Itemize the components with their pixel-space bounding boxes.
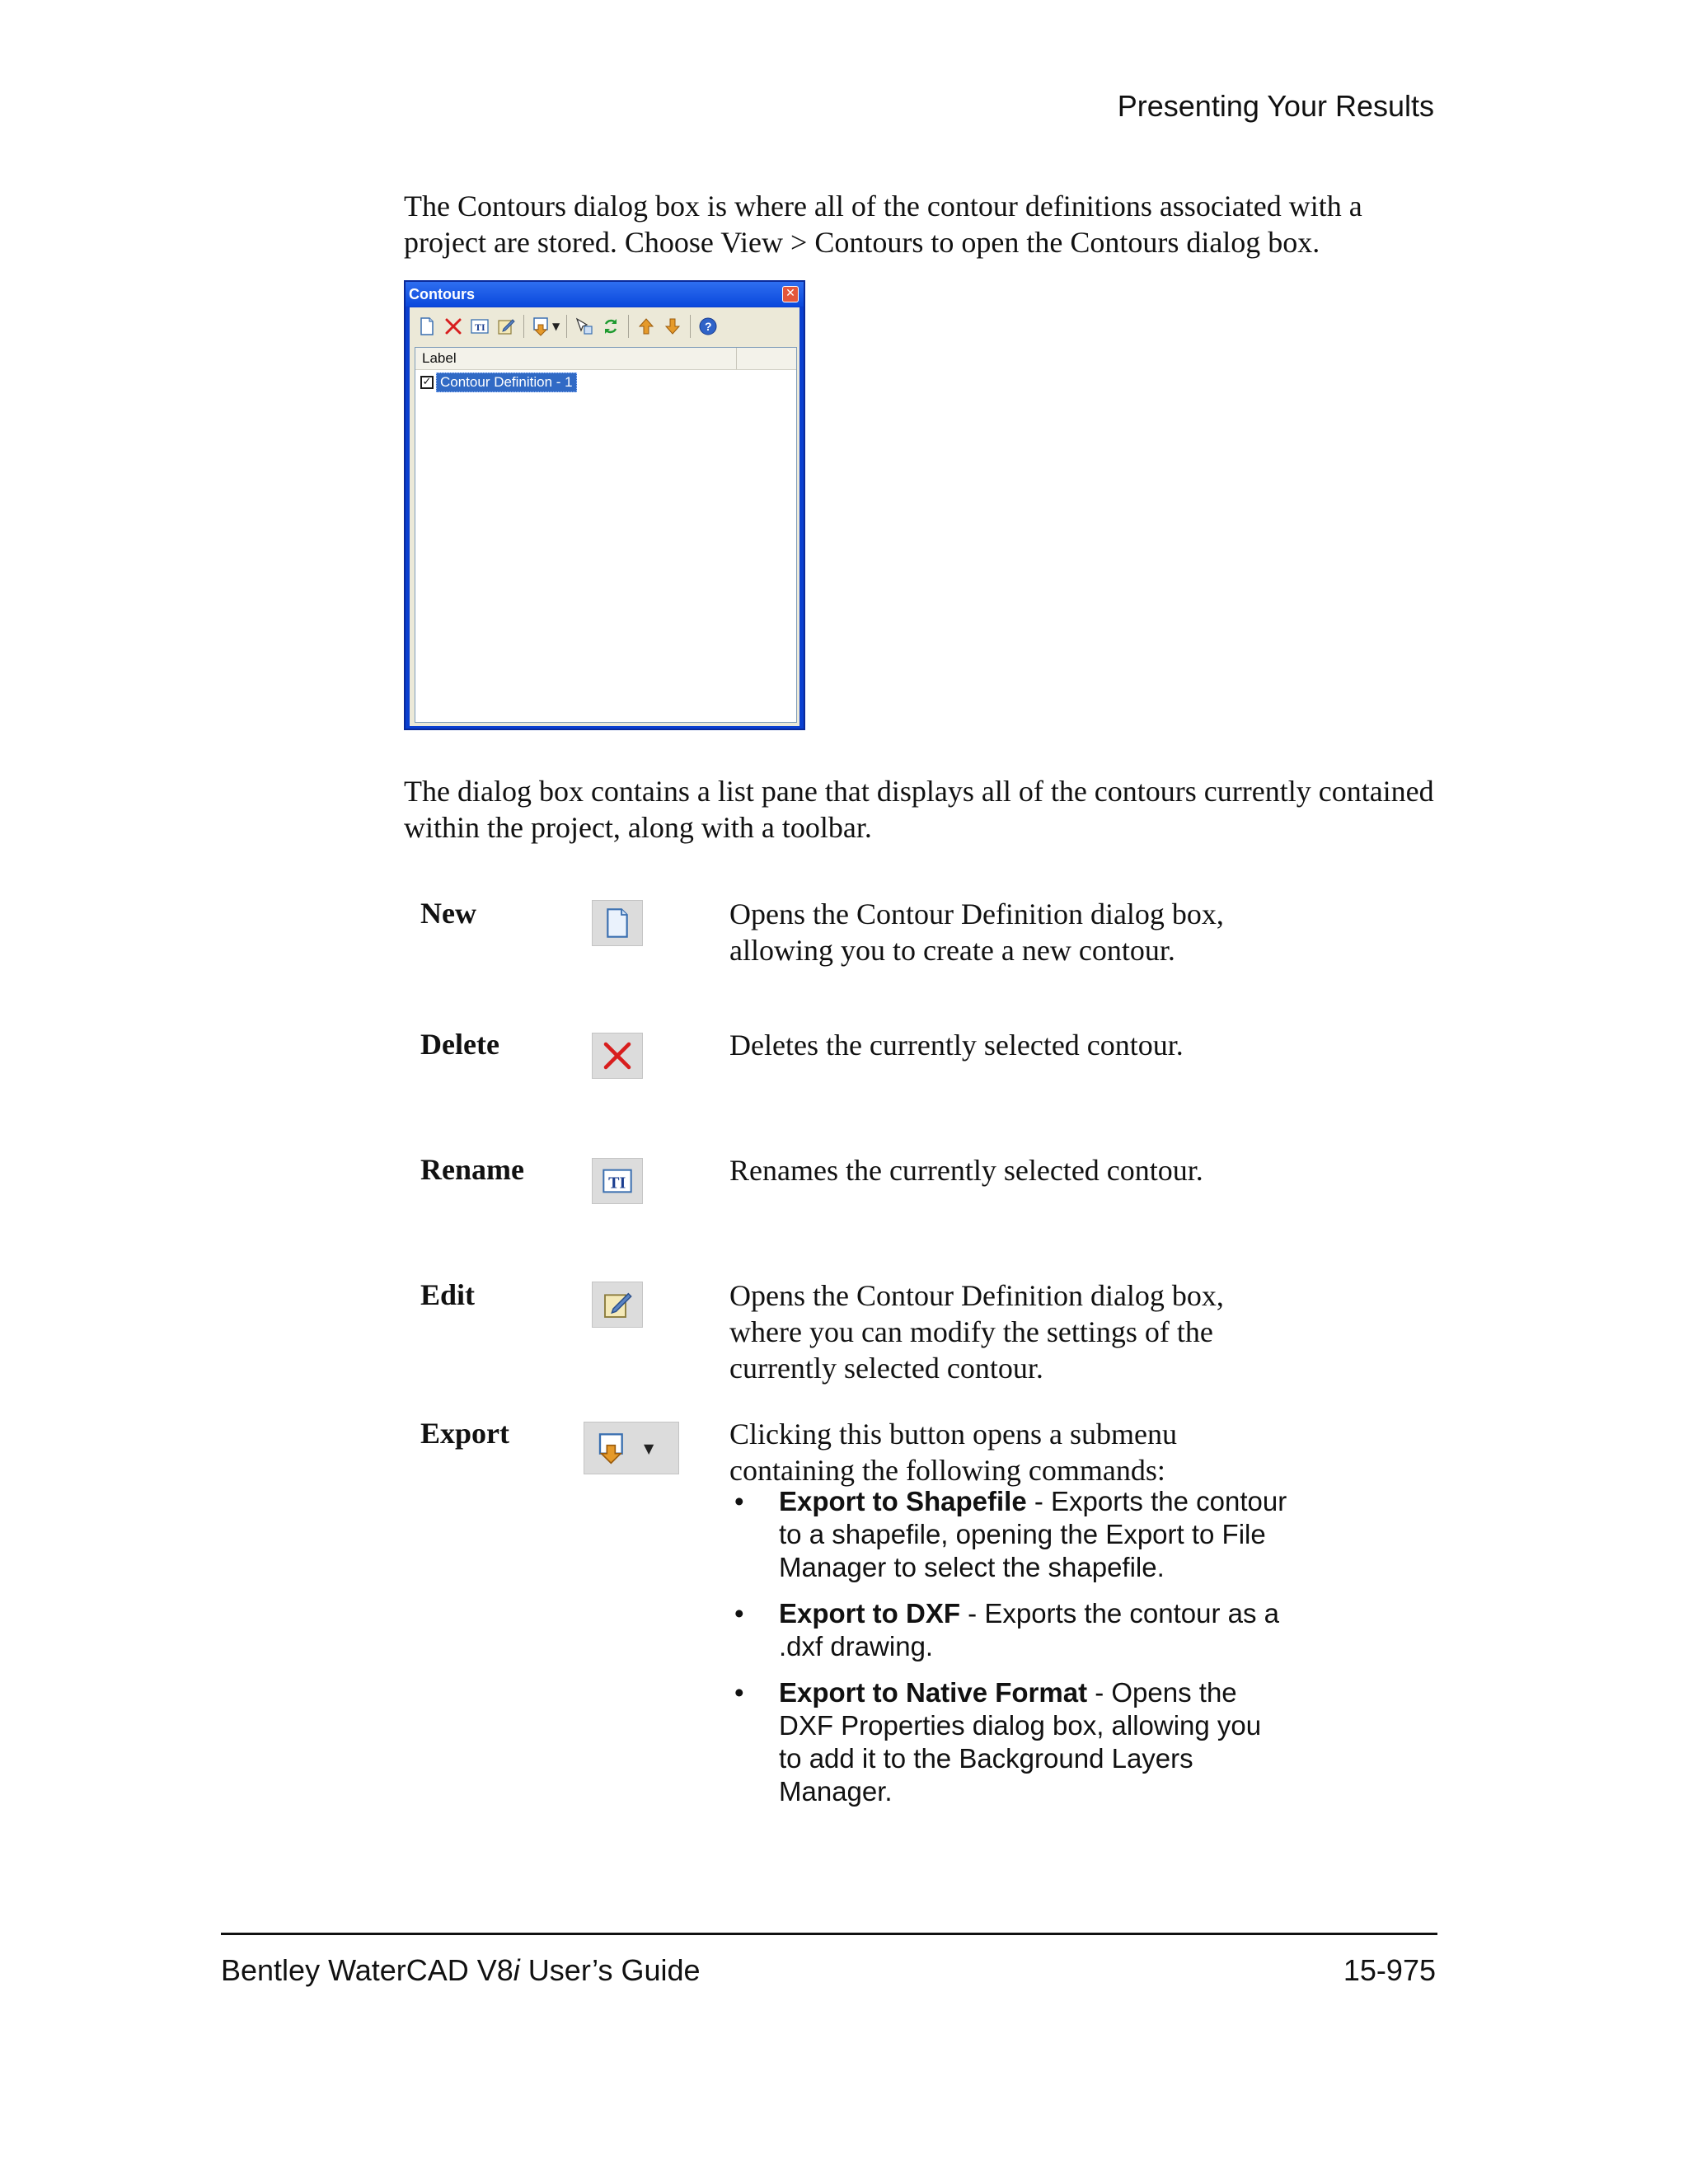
new-icon-box <box>592 900 643 946</box>
column-header-label[interactable]: Label <box>415 348 737 369</box>
command-name-new: New <box>420 897 476 930</box>
dialog-toolbar <box>410 307 799 345</box>
contours-dialog <box>404 280 805 730</box>
bullet-glyph: • <box>734 1486 744 1516</box>
description-paragraph <box>404 773 1451 846</box>
intro-line-2: project are stored. Choose View > Contours to open the Contours dialog box. <box>404 226 1320 259</box>
move-down-button[interactable] <box>662 316 683 337</box>
move-down-icon <box>663 316 682 336</box>
list-item <box>729 1676 1290 1808</box>
refresh-icon <box>601 316 621 336</box>
delete-icon <box>600 1038 635 1073</box>
rename-icon <box>601 1165 634 1197</box>
list-item <box>729 1597 1290 1663</box>
dialog-body <box>410 307 799 726</box>
toolbar-separator <box>628 315 629 338</box>
desc-line: Opens the Contour Definition dialog box, <box>729 1279 1224 1312</box>
desc-line: where you can modify the settings of the <box>729 1315 1213 1348</box>
new-icon <box>601 907 634 940</box>
svg-text:TI: TI <box>608 1174 626 1193</box>
footer-rule <box>221 1933 1437 1935</box>
description-line-1: The dialog box contains a list pane that displays all of the contours currently contained <box>404 775 1434 808</box>
intro-line-1: The Contours dialog box is where all of the contour definitions associated with a <box>404 190 1362 223</box>
export-submenu-list <box>729 1485 1290 1821</box>
select-in-drawing-icon <box>574 316 594 336</box>
export-button[interactable] <box>531 316 552 337</box>
list-header <box>415 348 796 370</box>
command-desc-edit <box>729 1277 1290 1386</box>
rename-button[interactable] <box>469 316 490 337</box>
guide-italic: i <box>513 1953 520 1987</box>
contour-list-pane[interactable] <box>415 347 797 723</box>
export-icon <box>596 1432 629 1465</box>
command-desc-delete <box>729 1027 1290 1063</box>
refresh-button[interactable] <box>600 316 621 337</box>
bullet-glyph: • <box>734 1677 744 1708</box>
toolbar-separator <box>690 315 691 338</box>
command-desc-new <box>729 896 1290 968</box>
chevron-down-icon: ▼ <box>644 1440 654 1456</box>
delete-button[interactable] <box>443 316 464 337</box>
bullet-title: Export to Shapefile <box>779 1486 1027 1516</box>
rename-icon-box <box>592 1158 643 1204</box>
move-up-icon <box>636 316 656 336</box>
desc-line: Opens the Contour Definition dialog box, <box>729 898 1224 930</box>
running-header: Presenting Your Results <box>1117 89 1434 123</box>
bullet-title: Export to DXF <box>779 1598 960 1629</box>
new-button[interactable] <box>416 316 438 337</box>
footer-guide-title <box>221 1953 701 1988</box>
toolbar-separator <box>523 315 524 338</box>
edit-icon <box>601 1288 634 1321</box>
export-icon-box <box>584 1422 679 1474</box>
rename-icon <box>470 316 490 336</box>
desc-line: containing the following commands: <box>729 1454 1165 1487</box>
svg-text:TI: TI <box>475 321 485 333</box>
bullet-title: Export to Native Format <box>779 1677 1088 1708</box>
edit-icon-box <box>592 1282 643 1328</box>
new-icon <box>417 316 437 336</box>
page-number: 15-975 <box>1343 1953 1436 1987</box>
list-item[interactable] <box>415 370 796 395</box>
delete-icon <box>443 316 463 336</box>
command-desc-rename <box>729 1152 1290 1188</box>
command-name-delete: Delete <box>420 1028 499 1061</box>
export-icon <box>532 316 551 336</box>
desc-line: Clicking this button opens a submenu <box>729 1418 1177 1451</box>
guide-suffix: User’s Guide <box>519 1953 701 1987</box>
command-desc-export <box>729 1416 1290 1488</box>
dialog-title: Contours <box>406 282 804 307</box>
select-in-drawing-button[interactable] <box>574 316 595 337</box>
command-name-export: Export <box>420 1417 509 1450</box>
desc-line: allowing you to create a new contour. <box>729 934 1175 967</box>
bullet-text: - Exports the contour to a shapefile, opening the Export to File Manager to select the shapefile. <box>779 1486 1287 1582</box>
row-label[interactable]: Contour Definition - 1 <box>436 373 577 392</box>
desc-line: Deletes the currently selected contour. <box>729 1029 1184 1062</box>
toolbar-separator <box>566 315 567 338</box>
command-name-edit: Edit <box>420 1278 476 1311</box>
description-line-2: within the project, along with a toolbar. <box>404 811 872 844</box>
list-item <box>729 1485 1290 1584</box>
command-name-rename: Rename <box>420 1153 524 1186</box>
intro-paragraph <box>404 188 1451 260</box>
desc-line: Renames the currently selected contour. <box>729 1154 1203 1187</box>
guide-prefix: Bentley WaterCAD V8 <box>221 1953 513 1987</box>
move-up-button[interactable] <box>635 316 657 337</box>
edit-icon <box>496 316 516 336</box>
desc-line: currently selected contour. <box>729 1352 1043 1385</box>
close-button[interactable]: ✕ <box>782 286 799 302</box>
help-button[interactable] <box>697 316 719 337</box>
svg-text:?: ? <box>705 320 712 333</box>
bullet-text: - Opens the DXF Properties dialog box, allowing you to add it to the Background Layers Manager. <box>779 1677 1262 1807</box>
edit-button[interactable] <box>495 316 517 337</box>
chevron-down-icon[interactable]: ▼ <box>552 321 560 332</box>
bullet-text: - Exports the contour as a .dxf drawing. <box>779 1598 1280 1661</box>
delete-icon-box <box>592 1033 643 1079</box>
bullet-glyph: • <box>734 1598 744 1629</box>
help-icon <box>698 316 718 336</box>
row-checkbox[interactable]: ✓ <box>420 376 434 389</box>
